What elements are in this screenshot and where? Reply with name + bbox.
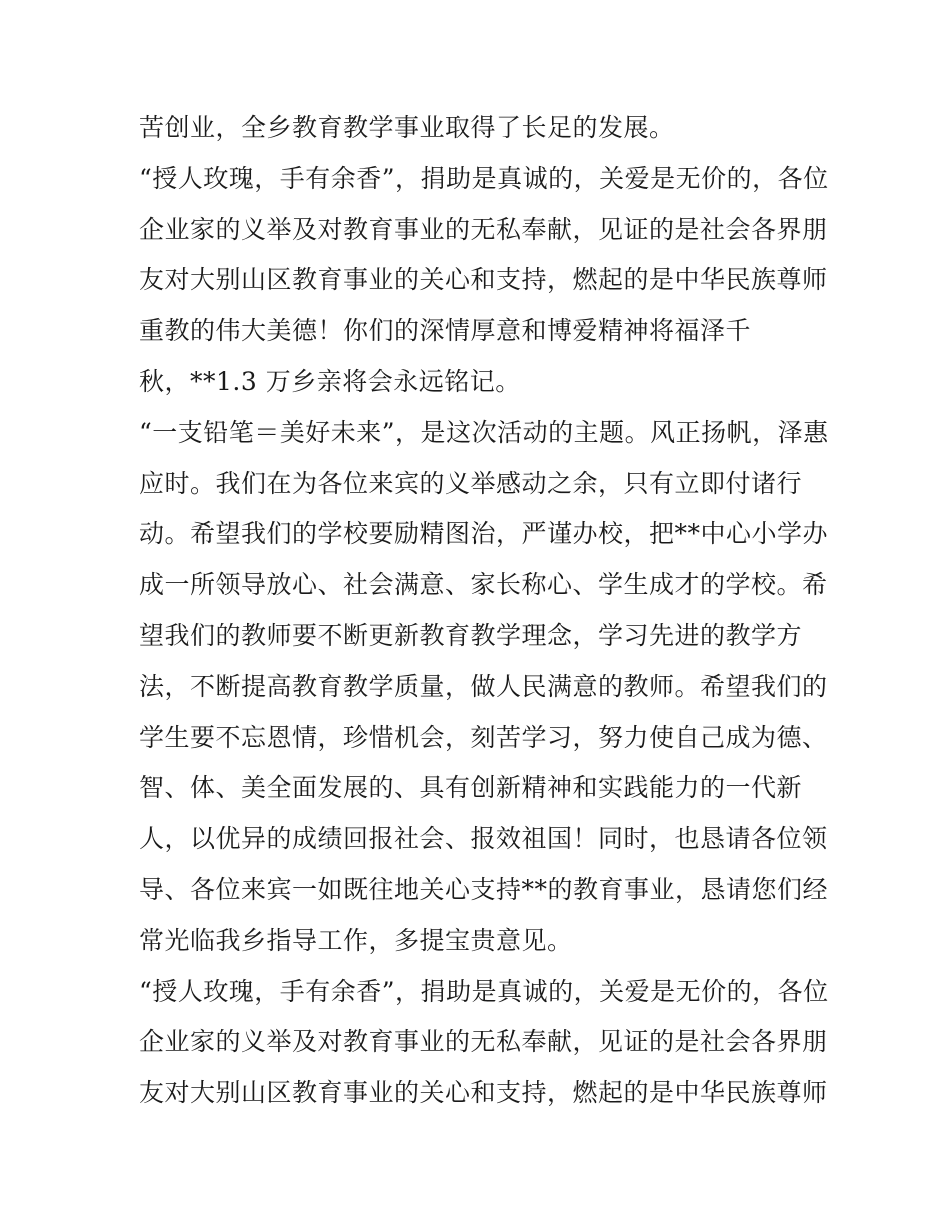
text-line: “授人玫瑰，手有余香”，捐助是真诚的，关爱是无价的，各位: [139, 163, 829, 193]
document-body: [139, 103, 829, 1119]
text-line: 企业家的义举及对教育事业的无私奉献，见证的是社会各界朋: [139, 1027, 828, 1057]
text-line: 重教的伟大美德！你们的深情厚意和博爱精神将福泽千: [139, 316, 752, 346]
text-line: 望我们的教师要不断更新教育教学理念，学习先进的教学方: [139, 620, 803, 650]
text-line: 学生要不忘恩情，珍惜机会，刻苦学习，努力使自己成为德、: [139, 722, 828, 752]
text-line: 常光临我乡指导工作，多提宝贵意见。: [139, 925, 573, 955]
text-line: 动。希望我们的学校要励精图治，严谨办校，把**中心小学办: [139, 519, 829, 549]
text-line: 法，不断提高教育教学质量，做人民满意的教师。希望我们的: [139, 671, 828, 701]
text-line: 友对大别山区教育事业的关心和支持，燃起的是中华民族尊师: [139, 265, 828, 295]
text-line: 导、各位来宾一如既往地关心支持**的教育事业，恳请您们经: [139, 874, 829, 904]
text-line: 人，以优异的成绩回报社会、报效祖国！同时，也恳请各位领: [139, 824, 828, 854]
text-line: 秋，**1.3 万乡亲将会永远铭记。: [139, 366, 521, 396]
text-line: 应时。我们在为各位来宾的义举感动之余，只有立即付诸行: [139, 468, 803, 498]
text-line: “一支铅笔＝美好未来”，是这次活动的主题。风正扬帆，泽惠: [139, 417, 829, 447]
text-line: 企业家的义举及对教育事业的无私奉献，见证的是社会各界朋: [139, 214, 828, 244]
text-line: “授人玫瑰，手有余香”，捐助是真诚的，关爱是无价的，各位: [139, 976, 829, 1006]
text-line: 智、体、美全面发展的、具有创新精神和实践能力的一代新: [139, 773, 803, 803]
text-line: 苦创业，全乡教育教学事业取得了长足的发展。: [139, 113, 675, 142]
text-line: 成一所领导放心、社会满意、家长称心、学生成才的学校。希: [139, 570, 828, 600]
text-line: 友对大别山区教育事业的关心和支持，燃起的是中华民族尊师: [139, 1078, 828, 1108]
